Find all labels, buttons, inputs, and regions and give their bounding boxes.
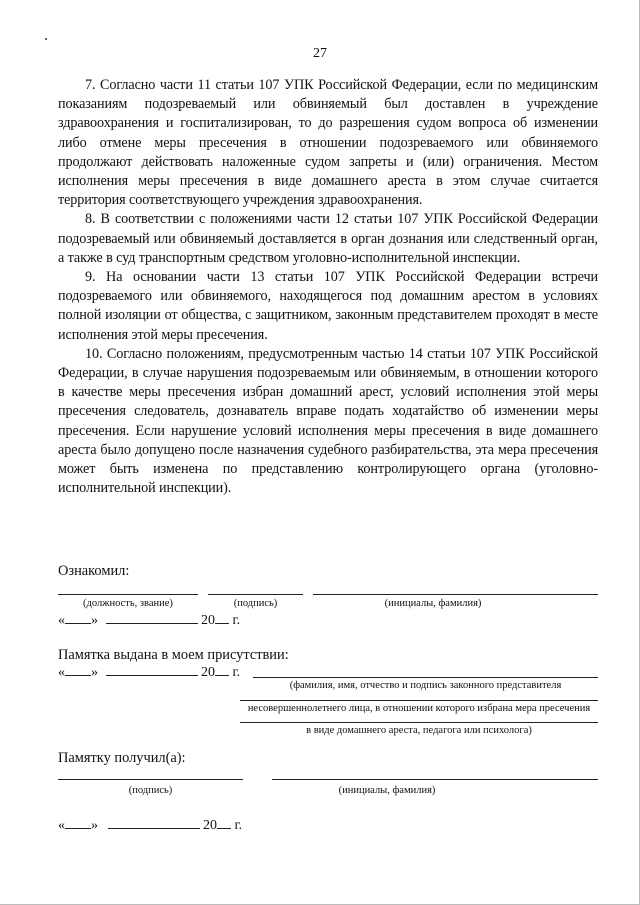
scan-speck bbox=[45, 38, 47, 40]
received-signature-line[interactable] bbox=[58, 779, 243, 780]
acquainted-label: Ознакомил: bbox=[58, 563, 130, 579]
date-line-2 bbox=[58, 663, 240, 681]
quote-close: » bbox=[91, 818, 98, 833]
caption-signature: (подпись) bbox=[233, 598, 278, 609]
year-prefix: 20 bbox=[201, 613, 215, 628]
year-prefix: 20 bbox=[201, 665, 215, 680]
month-blank[interactable] bbox=[106, 611, 198, 624]
page-number: 27 bbox=[313, 46, 327, 61]
received-label: Памятку получил(а): bbox=[58, 750, 186, 766]
year-suffix: г. bbox=[232, 665, 241, 680]
position-line[interactable] bbox=[58, 594, 198, 595]
paragraph-9: 9. На основании части 13 статьи 107 УПК Российской Федерации встречи подозреваемого или обвиняемого, находящегося под домашним арестом в условиях полной изоляции от общества, с защитником, законным представителем проходят в месте исполнения этой меры пресечения. bbox=[58, 269, 598, 343]
date-line-1 bbox=[58, 611, 240, 629]
caption-initials: (инициалы, фамилия) bbox=[384, 598, 482, 609]
quote-close: » bbox=[91, 613, 98, 628]
year-blank[interactable] bbox=[217, 816, 231, 829]
quote-open: « bbox=[58, 665, 65, 680]
quote-open: « bbox=[58, 818, 65, 833]
day-blank[interactable] bbox=[65, 663, 91, 676]
year-prefix: 20 bbox=[203, 818, 217, 833]
day-blank[interactable] bbox=[65, 816, 91, 829]
document-body bbox=[58, 76, 598, 498]
paragraph-7: 7. Согласно части 11 статьи 107 УПК Российской Федерации, если по медицинским показаниям подозреваемый или обвиняемый был доставлен в учреждение здравоохранения и госпитализирован, то до разрешения судом вопроса об изменении либо отмене меры пресечения в отношении подозреваемого или обвиняемого продолжают действовать наложенные судом запреты и (или) ограничения. Местом исполнения меры пресечения в виде домашнего ареста в этом случае считается территория соответствующего учреждения здравоохранения. bbox=[58, 77, 598, 209]
date-line-3 bbox=[58, 816, 242, 834]
caption-position: (должность, звание) bbox=[83, 598, 173, 609]
representative-line-1[interactable] bbox=[253, 677, 598, 678]
caption-representative-3: в виде домашнего ареста, педагога или психолога) bbox=[306, 725, 532, 736]
paragraph-10: 10. Согласно положениям, предусмотренным частью 14 статьи 107 УПК Российской Федерации, в случае нарушения подозреваемым или обвиняемым, в отношении которого в качестве меры пресечения избран домашний арест, условий исполнения этой меры пресечения следователь, дознаватель вправе подать ходатайство об изменении меры пресечения. Если нарушение условий исполнения меры пресечения в виде домашнего ареста было допущено после назначения судебного разбирательства, эта мера пресечения может быть изменена по представлению контролирующего органа (уголовно-исполнительной инспекции). bbox=[58, 345, 598, 497]
month-blank[interactable] bbox=[106, 663, 198, 676]
representative-line-3[interactable] bbox=[240, 722, 598, 723]
month-blank[interactable] bbox=[108, 816, 200, 829]
paragraph-8: 8. В соответствии с положениями части 12 статьи 107 УПК Российской Федерации подозреваемый или обвиняемый доставляется в орган дознания или следственный орган, а также в суд транспортным средством уголовно-исполнительной инспекции. bbox=[58, 211, 598, 266]
issued-label: Памятка выдана в моем присутствии: bbox=[58, 647, 289, 663]
caption-received-initials: (инициалы, фамилия) bbox=[338, 785, 436, 796]
caption-representative-2: несовершеннолетнего лица, в отношении которого избрана мера пресечения bbox=[247, 703, 591, 714]
year-blank[interactable] bbox=[215, 663, 229, 676]
representative-line-2[interactable] bbox=[240, 700, 598, 701]
day-blank[interactable] bbox=[65, 611, 91, 624]
initials-line[interactable] bbox=[313, 594, 598, 595]
caption-representative-1: (фамилия, имя, отчество и подпись законного представителя bbox=[289, 680, 562, 691]
quote-open: « bbox=[58, 613, 65, 628]
caption-received-signature: (подпись) bbox=[128, 785, 173, 796]
signature-line[interactable] bbox=[208, 594, 303, 595]
year-suffix: г. bbox=[232, 613, 241, 628]
quote-close: » bbox=[91, 665, 98, 680]
year-suffix: г. bbox=[234, 818, 243, 833]
year-blank[interactable] bbox=[215, 611, 229, 624]
received-initials-line[interactable] bbox=[272, 779, 598, 780]
